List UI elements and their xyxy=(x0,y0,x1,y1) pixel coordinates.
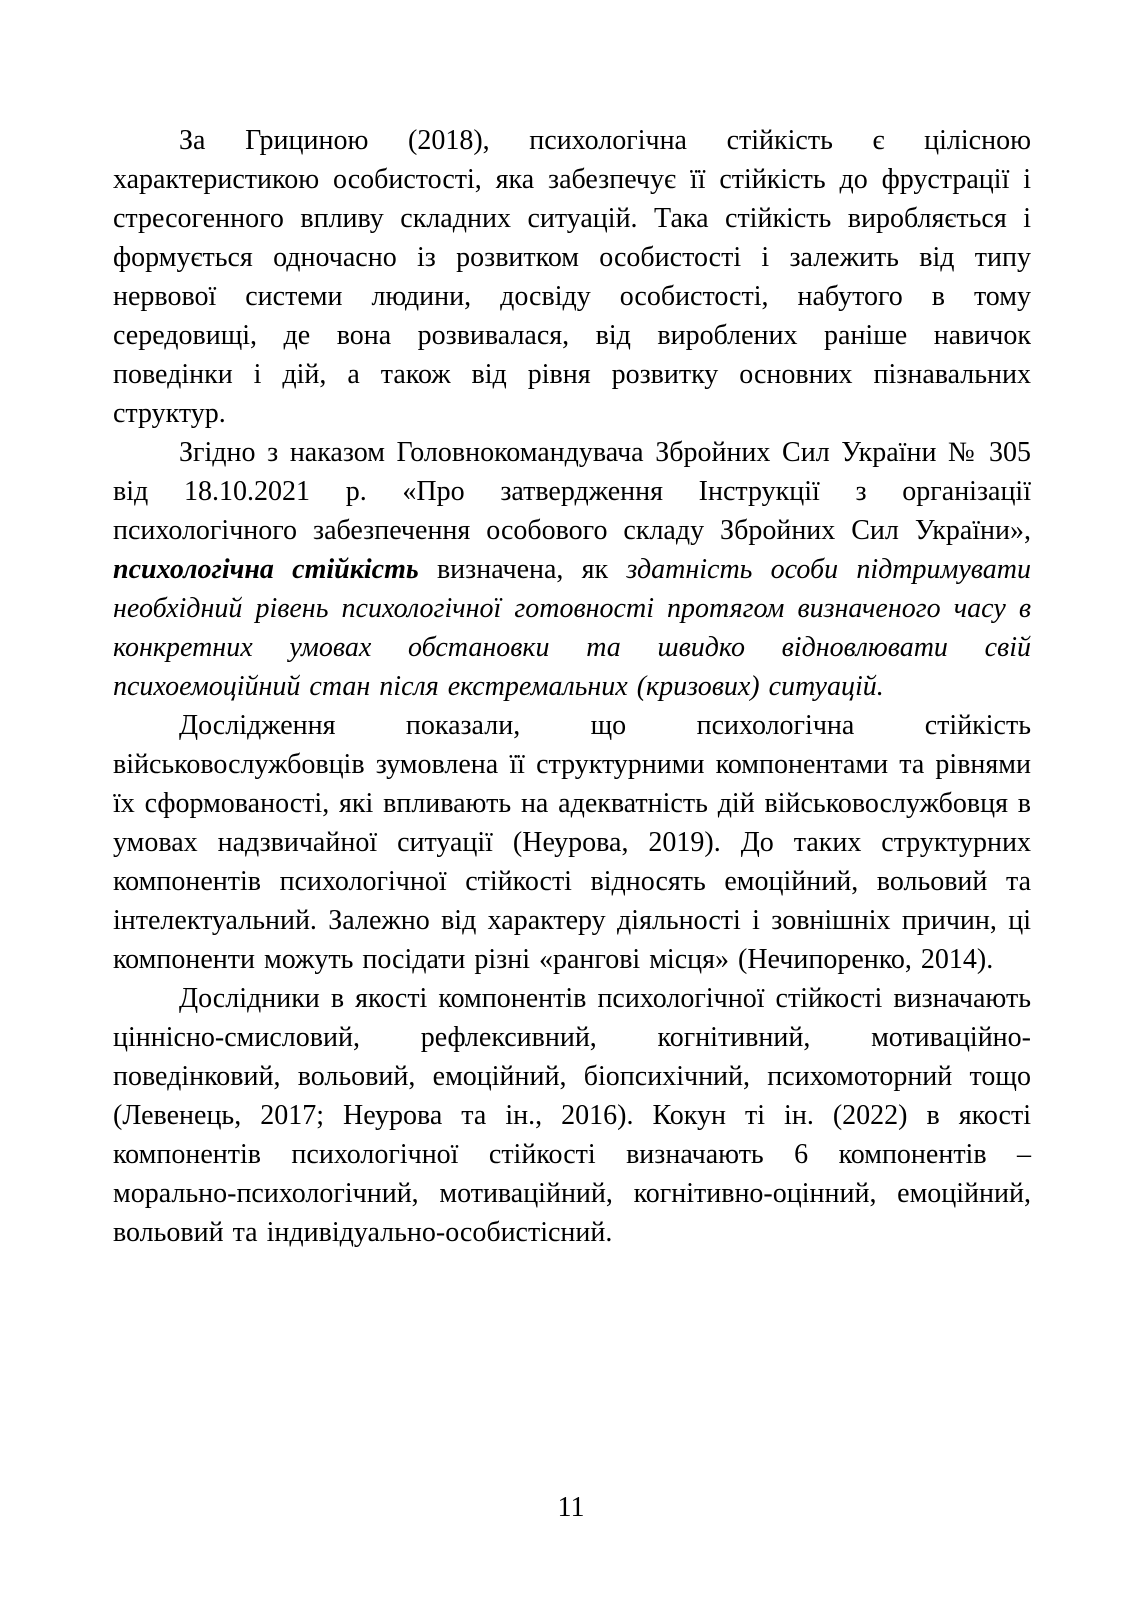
body-text xyxy=(113,121,1031,1252)
paragraph-3 xyxy=(113,706,1031,979)
paragraph-2-term-highlight: психологічна стійкість xyxy=(113,554,419,585)
paragraph-2-definition-text: здатність особи підтримувати необхідний рівень психологічної готовності протягом визначеного часу в конкретних умовах обстановки та швидко відновлювати свій психоемоційний стан після екстремальних (кризових) ситуацій. xyxy=(113,554,1031,702)
paragraph-2 xyxy=(113,433,1031,706)
paragraph-3-text: Дослідження показали, що психологічна стійкість військовослужбовців зумовлена її структурними компонентами та рівнями їх сформованості, які впливають на адекватність дій військовослужбовця в умовах надзвичайної ситуації (Неурова, 2019). До таких структурних компонентів психологічної стійкості відносять емоційний, вольовий та інтелектуальний. Залежно від характеру діяльності і зовнішніх причин, ці компоненти можуть посідати різні «рангові місця» (Нечипоренко, 2014). xyxy=(113,710,1031,975)
paragraph-2-intro-text: Згідно з наказом Головнокомандувача Збройних Сил України № 305 від 18.10.2021 р. «Про затвердження Інструкції з організації психологічного забезпечення особового складу Збройних Сил України», xyxy=(113,437,1031,546)
paragraph-4 xyxy=(113,979,1031,1252)
paragraph-4-text: Дослідники в якості компонентів психологічної стійкості визначають ціннісно-смисловий, рефлексивний, когнітивний, мотиваційно-поведінковий, вольовий, емоційний, біопсихічний, психомоторний тощо (Левенець, 2017; Неурова та ін., 2016). Кокун ті ін. (2022) в якості компонентів психологічної стійкості визначають 6 компонентів – морально-психологічний, мотиваційний, когнітивно-оцінний, емоційний, вольовий та індивідуально-особистісний. xyxy=(113,983,1031,1248)
page-number: 11 xyxy=(557,1492,585,1523)
paragraph-2-connector-text: визначена, як xyxy=(418,554,627,585)
paragraph-1-text: За Грициною (2018), психологічна стійкість є цілісною характеристикою особистості, яка забезпечує її стійкість до фрустрації і стресогенного впливу складних ситуацій. Така стійкість виробляється і формується одночасно із розвитком особистості і залежить від типу нервової системи людини, досвіду особистості, набутого в тому середовищі, де вона розвивалася, від вироблених раніше навичок поведінки і дій, а також від рівня розвитку основних пізнавальних структур. xyxy=(113,125,1031,429)
paragraph-1 xyxy=(113,121,1031,433)
